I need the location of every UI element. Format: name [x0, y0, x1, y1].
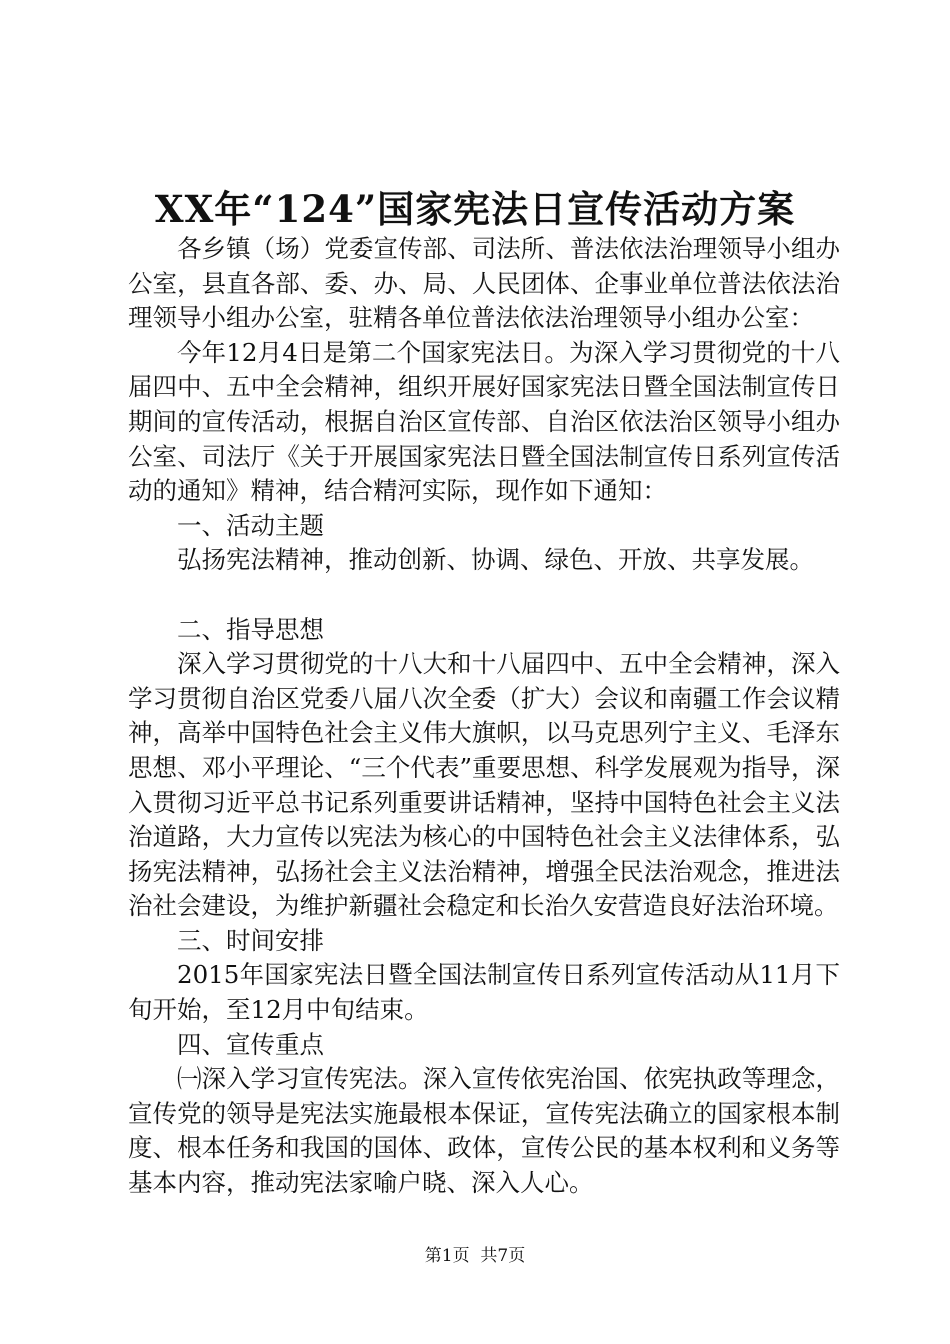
- page-footer: [0, 1244, 950, 1268]
- paragraph-addressee: 各乡镇（场）党委宣传部、司法所、普法依法治理领导小组办公室，县直各部、委、办、局、人民团体、企事业单位普法依法治理领导小组办公室，驻精各单位普法依法治理领导小组办公室：: [128, 234, 840, 333]
- paragraph-schedule: 2015年国家宪法日暨全国法制宣传日系列宣传活动从11月下旬开始，至12月中旬结束。: [128, 960, 840, 1025]
- section-heading-guidance: 二、指导思想: [177, 614, 324, 644]
- section-heading-focus: 四、宣传重点: [177, 1029, 324, 1059]
- page-total: 共7页: [480, 1246, 526, 1266]
- document-title: XX年“124”国家宪法日宣传活动方案: [154, 187, 796, 231]
- section-heading-schedule: 三、时间安排: [177, 925, 324, 955]
- paragraph-intro: 今年12月4日是第二个国家宪法日。为深入学习贯彻党的十八届四中、五中全会精神，组织开展好国家宪法日暨全国法制宣传日期间的宣传活动，根据自治区宣传部、自治区依法治区领导小组办公室、司法厅《关于开展国家宪法日暨全国法制宣传日系列宣传活动的通知》精神，结合精河实际，现作如下通知：: [128, 337, 840, 506]
- paragraph-guidance: 深入学习贯彻党的十八大和十八届四中、五中全会精神，深入学习贯彻自治区党委八届八次全委（扩大）会议和南疆工作会议精神，高举中国特色社会主义伟大旗帜，以马克思列宁主义、毛泽东思想、邓小平理论、“三个代表”重要思想、科学发展观为指导，深入贯彻习近平总书记系列重要讲话精神，坚持中国特色社会主义法治道路，大力宣传以宪法为核心的中国特色社会主义法律体系，弘扬宪法精神，弘扬社会主义法治精神，增强全民法治观念，推进法治社会建设，为维护新疆社会稳定和长治久安营造良好法治环境。: [128, 649, 840, 921]
- footer-separator: [470, 1246, 481, 1266]
- section-heading-theme: 一、活动主题: [177, 510, 324, 540]
- blank-line: [128, 578, 840, 613]
- document-body: [128, 232, 840, 1201]
- paragraph-focus-1: ㈠深入学习宣传宪法。深入宣传依宪治国、依宪执政等理念，宣传党的领导是宪法实施最根本保证，宣传宪法确立的国家根本制度、根本任务和我国的国体、政体，宣传公民的基本权利和义务等基本内容，推动宪法家喻户晓、深入人心。: [128, 1064, 840, 1198]
- page-number: 第1页: [424, 1246, 470, 1266]
- paragraph-theme: 弘扬宪法精神，推动创新、协调、绿色、开放、共享发展。: [177, 545, 814, 575]
